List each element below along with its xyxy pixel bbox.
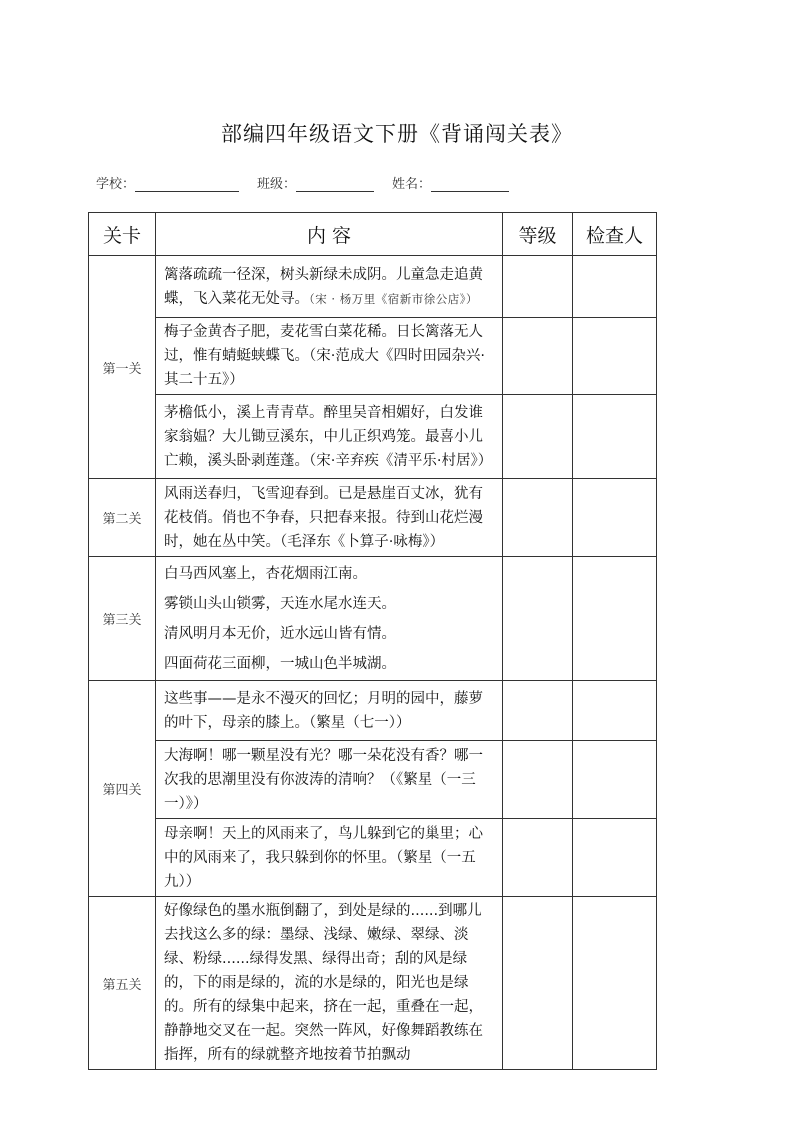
header-level: 关卡	[89, 213, 156, 256]
class-field[interactable]	[296, 177, 374, 192]
grade-cell[interactable]	[503, 395, 573, 479]
table-row	[89, 479, 657, 557]
couplet-line: 雾锁山头山锁雾，天连水尾水连天。	[164, 595, 396, 612]
poem-text: 篱落疏疏一径深，树头新绿未成阴。儿童急走追黄蝶，飞入菜花无处寻。	[164, 266, 483, 307]
grade-cell[interactable]	[503, 681, 573, 741]
checker-cell[interactable]	[573, 479, 657, 557]
header-grade: 等级	[503, 213, 573, 256]
content-cell: 这些事——是永不漫灭的回忆；月明的园中，藤萝的叶下，母亲的膝上。（繁星（七一））	[156, 681, 503, 741]
checker-cell[interactable]	[573, 318, 657, 395]
content-cell: 大海啊！哪一颗星没有光？哪一朵花没有香？哪一次我的思潮里没有你波涛的清响？（《繁星（一三一）》）	[156, 741, 503, 819]
level-name: 第一关	[89, 256, 156, 479]
table-row	[89, 819, 657, 897]
grade-cell[interactable]	[503, 479, 573, 557]
grade-cell[interactable]	[503, 256, 573, 318]
table-row	[89, 681, 657, 741]
content-cell: 梅子金黄杏子肥，麦花雪白菜花稀。日长篱落无人过，惟有蜻蜓蛱蝶飞。（宋·范成大《四时田园杂兴·其二十五》）	[156, 318, 503, 395]
content-cell: 茅檐低小，溪上青青草。醉里吴音相媚好，白发谁家翁媪？大儿锄豆溪东，中儿正织鸡笼。最喜小儿亡赖，溪头卧剥莲蓬。（宋·辛弃疾《清平乐·村居》）	[156, 395, 503, 479]
grade-cell[interactable]	[503, 557, 573, 681]
content-cell	[156, 256, 503, 318]
couplet-line: 四面荷花三面柳，一城山色半城湖。	[164, 655, 396, 672]
class-label: 班级：	[257, 177, 297, 192]
school-field[interactable]	[135, 177, 239, 192]
name-label: 姓名：	[392, 177, 432, 192]
checker-cell[interactable]	[573, 395, 657, 479]
poem-source: （宋 · 杨万里《宿新市徐公店》）	[309, 291, 478, 306]
table-row	[89, 741, 657, 819]
content-cell	[156, 557, 503, 681]
level-name: 第五关	[89, 897, 156, 1070]
couplet-line: 白马西风塞上，杏花烟雨江南。	[164, 565, 367, 582]
checker-cell[interactable]	[573, 897, 657, 1070]
header-checker: 检查人	[573, 213, 657, 256]
table-header-row	[89, 213, 657, 256]
table-row	[89, 897, 657, 1070]
checker-cell[interactable]	[573, 557, 657, 681]
content-cell: 风雨送春归，飞雪迎春到。已是悬崖百丈冰，犹有花枝俏。俏也不争春，只把春来报。待到山花烂漫时，她在丛中笑。（毛泽东《卜算子·咏梅》）	[156, 479, 503, 557]
content-cell: 好像绿色的墨水瓶倒翻了，到处是绿的......到哪儿去找这么多的绿：墨绿、浅绿、嫩绿、翠绿、淡绿、粉绿......绿得发黑、绿得出奇；刮的风是绿的，下的雨是绿的，流的水是绿的，阳光也是绿的。所有的绿集中起来，挤在一起，重叠在一起，静静地交叉在一起。突然一阵风，好像舞蹈教练在指挥，所有的绿就整齐地按着节拍飘动	[156, 897, 503, 1070]
checker-cell[interactable]	[573, 681, 657, 741]
recitation-table	[88, 212, 657, 1070]
level-name: 第四关	[89, 681, 156, 897]
checker-cell[interactable]	[573, 819, 657, 897]
student-info-row	[96, 173, 509, 192]
table-row	[89, 318, 657, 395]
grade-cell[interactable]	[503, 318, 573, 395]
checker-cell[interactable]	[573, 256, 657, 318]
level-name: 第二关	[89, 479, 156, 557]
school-label: 学校：	[96, 177, 136, 192]
page-title: 部编四年级语文下册《背诵闯关表》	[221, 122, 573, 146]
table-row	[89, 395, 657, 479]
checker-cell[interactable]	[573, 741, 657, 819]
grade-cell[interactable]	[503, 741, 573, 819]
name-field[interactable]	[431, 177, 509, 192]
table-row	[89, 557, 657, 681]
table-row	[89, 256, 657, 318]
header-content: 内 容	[156, 213, 503, 256]
grade-cell[interactable]	[503, 819, 573, 897]
grade-cell[interactable]	[503, 897, 573, 1070]
level-name: 第三关	[89, 557, 156, 681]
content-cell: 母亲啊！天上的风雨来了，鸟儿躲到它的巢里；心中的风雨来了，我只躲到你的怀里。（繁星（一五九））	[156, 819, 503, 897]
couplet-line: 清风明月本无价，近水远山皆有情。	[164, 625, 396, 642]
